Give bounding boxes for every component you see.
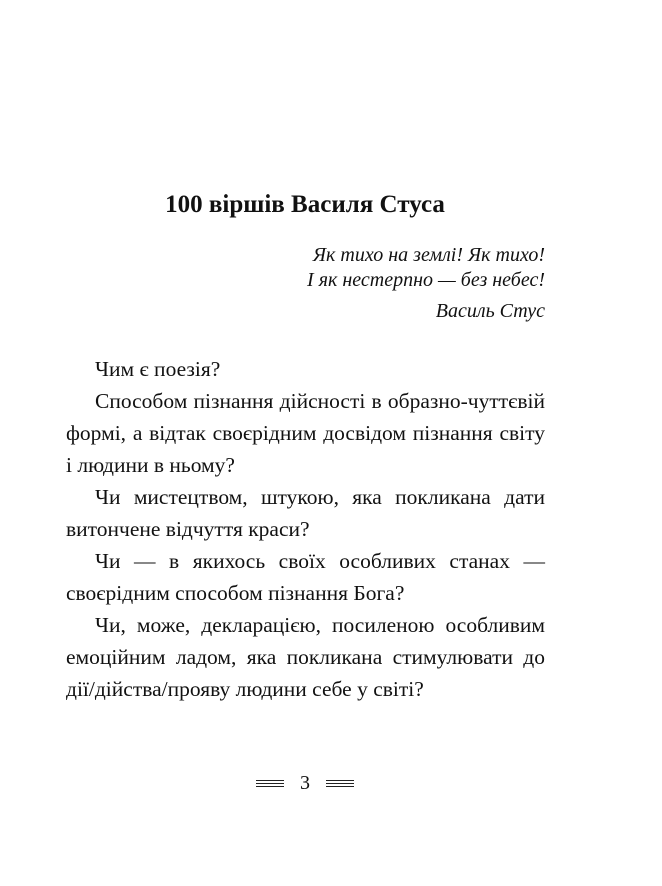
page-number: 3: [300, 771, 310, 794]
paragraph: Чи, може, декларацією, посиленою особливим емоційним ладом, яка покликана стимулювати до дії/дійства/прояву людини себе у світі?: [66, 613, 545, 701]
paragraph: Способом пізнання дійсності в образно-чуттєвій формі, а відтак своєрідним досвідом пізнання світу і людини в ньому?: [66, 389, 545, 477]
paragraph: Чи — в якихось своїх особливих станах — своєрідним способом пізнання Бога?: [66, 549, 545, 605]
epigraph-line: І як нестерпно — без небес!: [307, 269, 545, 291]
decorative-rule-left: [256, 779, 284, 788]
page-title: 100 віршів Василя Стуса: [165, 191, 445, 218]
body-text: [66, 353, 545, 705]
paragraph: Чи мистецтвом, штукою, яка покликана дати витончене відчуття краси?: [66, 485, 545, 541]
epigraph-line: Як тихо на землі! Як тихо!: [312, 244, 545, 266]
epigraph-author: Василь Стус: [435, 300, 545, 322]
paragraph: Чим є поезія?: [95, 357, 221, 381]
decorative-rule-right: [326, 779, 354, 788]
page-footer: [0, 768, 610, 798]
epigraph: [307, 243, 545, 324]
